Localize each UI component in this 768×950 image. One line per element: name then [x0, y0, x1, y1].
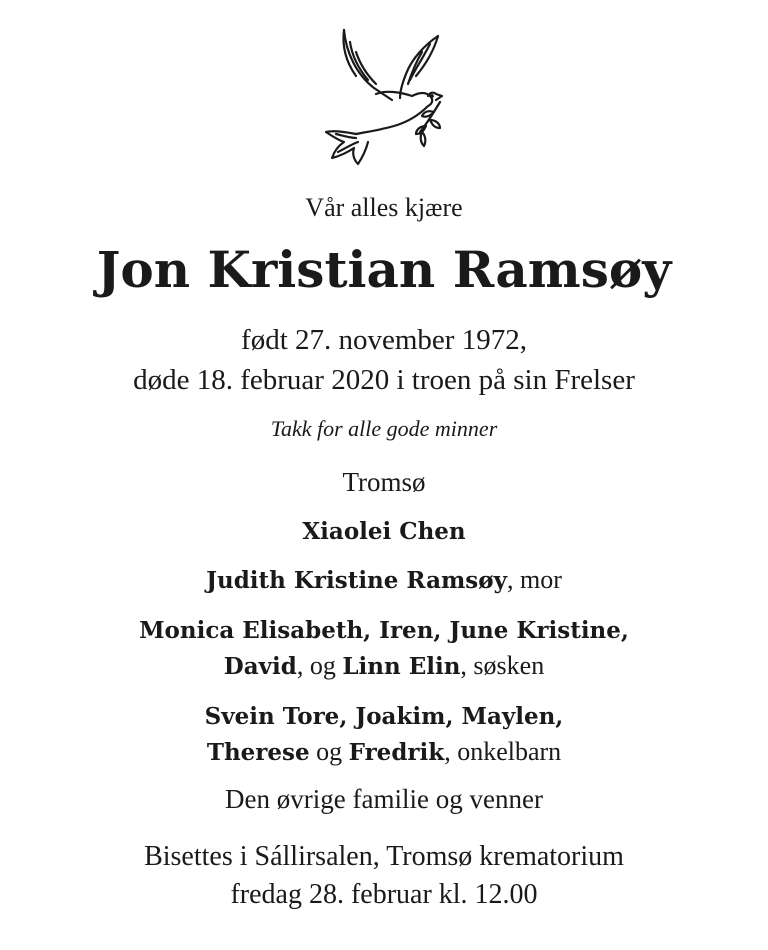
- deceased-name: Jon Kristian Ramsøy: [96, 240, 672, 299]
- nephew-name-fredrik: Fredrik: [348, 739, 445, 766]
- dove-with-olive-branch-icon: [316, 22, 456, 172]
- sibling-name-david: David: [223, 653, 297, 680]
- nephews-names: Svein Tore, Joakim, Maylen,: [204, 703, 564, 730]
- siblings-relation: , søsken: [460, 651, 545, 680]
- mother-line: [0, 562, 768, 599]
- sibling-name-linn: Linn Elin: [342, 653, 461, 680]
- mother-name: Judith Kristine Ramsøy: [206, 567, 507, 594]
- nephew-name-therese: Therese: [206, 739, 310, 766]
- siblings-names: Monica Elisabeth, Iren, June Kristine,: [139, 617, 629, 644]
- thanks-text: Takk for alle gode minner: [270, 416, 498, 441]
- spouse-line: [0, 513, 768, 550]
- siblings-line-2: [0, 648, 768, 685]
- mother-relation: , mor: [506, 565, 562, 594]
- funeral-location: Bisettes i Sállirsalen, Tromsø krematorium: [144, 841, 624, 872]
- others-text: Den øvrige familie og venner: [225, 784, 543, 814]
- intro-text: Vår alles kjære: [305, 193, 463, 222]
- siblings-separator: , og: [296, 651, 343, 680]
- place-text: Tromsø: [342, 467, 426, 497]
- death-date: døde 18. februar 2020 i troen på sin Frelser: [133, 364, 635, 396]
- siblings-line-1: [0, 612, 768, 649]
- nephews-relation: , onkelbarn: [444, 737, 562, 766]
- nephews-separator: og: [309, 737, 349, 766]
- birth-date: født 27. november 1972,: [241, 324, 527, 356]
- spouse-name: Xiaolei Chen: [302, 518, 466, 545]
- nephews-line-1: [0, 698, 768, 735]
- nephews-line-2: [0, 734, 768, 771]
- funeral-time: fredag 28. februar kl. 12.00: [230, 879, 538, 910]
